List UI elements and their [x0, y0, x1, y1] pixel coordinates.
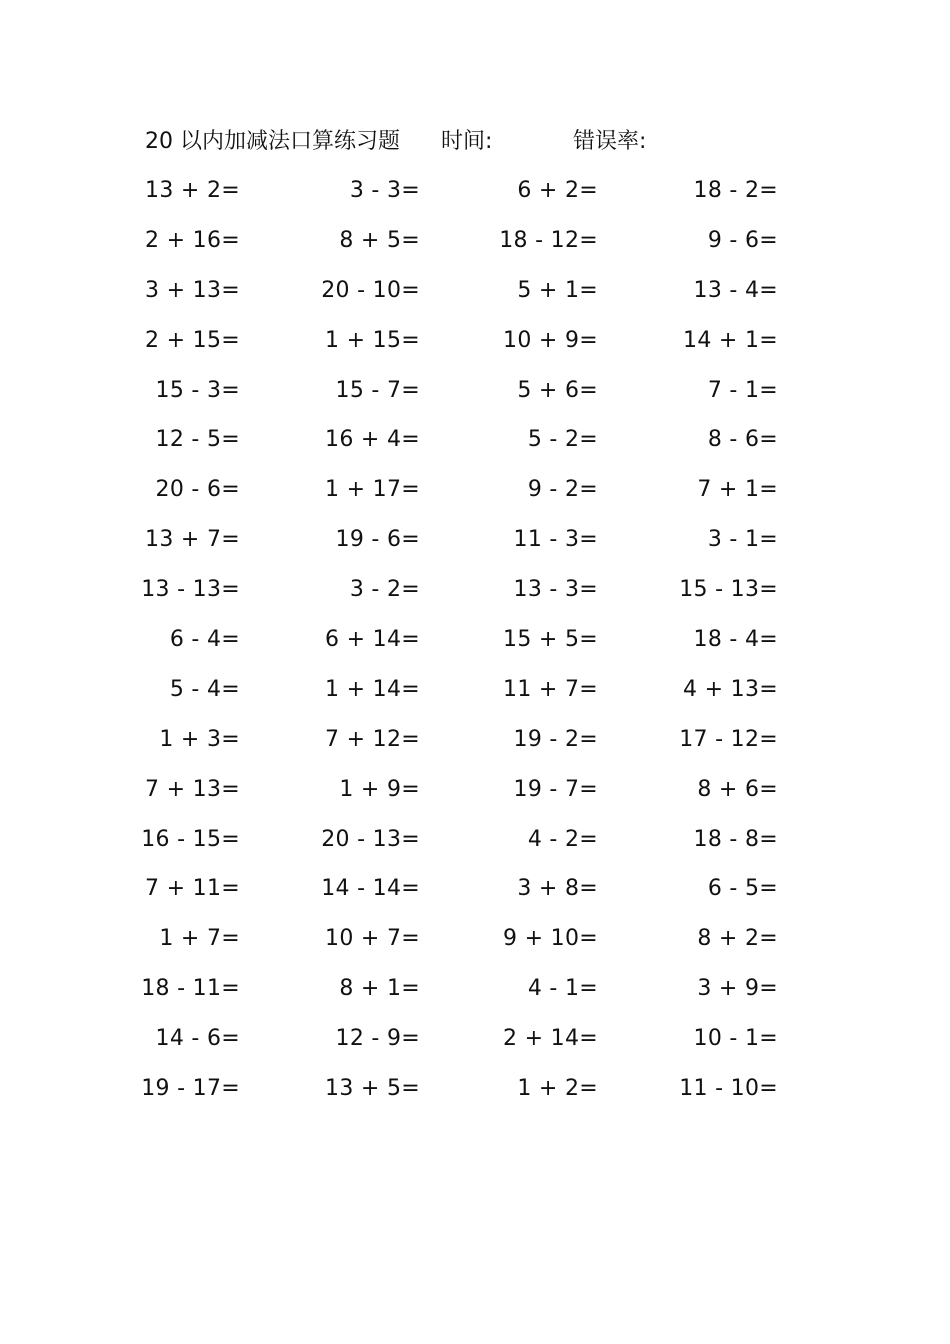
problem-row — [0, 223, 950, 273]
problem-item: 8 + 6= — [697, 776, 778, 802]
problem-item: 2 + 15= — [145, 327, 240, 353]
problem-item: 7 + 12= — [325, 726, 420, 752]
problem-item: 4 - 1= — [527, 976, 598, 1002]
problem-item: 4 - 2= — [527, 826, 598, 852]
problem-row — [0, 672, 950, 722]
problem-row — [0, 921, 950, 971]
problem-item: 18 - 2= — [693, 178, 778, 203]
problem-item: 6 + 14= — [325, 627, 420, 653]
problem-row — [0, 722, 950, 772]
problem-item: 18 - 11= — [141, 976, 240, 1002]
problem-item: 10 + 9= — [503, 327, 598, 353]
problem-row — [0, 323, 950, 373]
problem-item: 13 + 5= — [325, 1076, 420, 1102]
problem-item: 14 + 1= — [683, 327, 778, 353]
problem-item: 8 + 2= — [697, 926, 778, 952]
problem-item: 20 - 10= — [321, 277, 420, 303]
problem-row — [0, 971, 950, 1021]
problem-item: 15 + 5= — [503, 627, 598, 653]
problem-item: 20 - 6= — [155, 477, 240, 503]
problem-item: 3 + 8= — [517, 876, 598, 902]
problem-row — [0, 422, 950, 472]
problem-row — [0, 572, 950, 622]
problem-item: 3 - 2= — [349, 577, 420, 603]
problem-item: 16 + 4= — [325, 427, 420, 453]
problem-row — [0, 622, 950, 672]
problem-item: 3 - 3= — [349, 178, 420, 203]
problem-item: 1 + 17= — [325, 477, 420, 503]
problem-item: 15 - 7= — [335, 377, 420, 403]
problem-item: 3 + 9= — [697, 976, 778, 1002]
problem-item: 1 + 3= — [159, 726, 240, 752]
problem-item: 2 + 14= — [503, 1026, 598, 1052]
problem-item: 17 - 12= — [679, 726, 778, 752]
problem-row — [0, 871, 950, 921]
problem-item: 11 - 10= — [679, 1076, 778, 1102]
problem-row — [0, 373, 950, 423]
problem-item: 13 + 7= — [145, 527, 240, 553]
problem-item: 18 - 4= — [693, 627, 778, 653]
problem-item: 7 + 13= — [145, 776, 240, 802]
problem-item: 6 - 5= — [707, 876, 778, 902]
problem-item: 12 - 9= — [335, 1026, 420, 1052]
problem-item: 6 - 4= — [169, 627, 240, 653]
problem-item: 10 - 1= — [693, 1026, 778, 1052]
worksheet-header — [145, 124, 805, 160]
problem-item: 8 - 6= — [707, 427, 778, 453]
problem-item: 19 - 17= — [141, 1076, 240, 1102]
problem-item: 12 - 5= — [155, 427, 240, 453]
problem-row — [0, 522, 950, 572]
error-rate-label: 错误率: — [573, 129, 647, 154]
problem-item: 5 + 6= — [517, 377, 598, 403]
problem-item: 2 + 16= — [145, 227, 240, 253]
problem-item: 1 + 2= — [517, 1076, 598, 1102]
problem-item: 7 - 1= — [707, 377, 778, 403]
problem-item: 9 - 2= — [527, 477, 598, 503]
problem-item: 19 - 6= — [335, 527, 420, 553]
problem-item: 14 - 6= — [155, 1026, 240, 1052]
problem-item: 5 + 1= — [517, 277, 598, 303]
problem-item: 1 + 7= — [159, 926, 240, 952]
problem-item: 5 - 2= — [527, 427, 598, 453]
problem-item: 19 - 7= — [513, 776, 598, 802]
problem-row — [0, 772, 950, 822]
problem-item: 1 + 15= — [325, 327, 420, 353]
problem-item: 13 - 3= — [513, 577, 598, 603]
problem-item: 13 - 13= — [141, 577, 240, 603]
problem-item: 11 + 7= — [503, 676, 598, 702]
problem-grid — [0, 173, 950, 1121]
problem-item: 15 - 3= — [155, 377, 240, 403]
problem-item: 18 - 12= — [499, 227, 598, 253]
problem-item: 7 + 11= — [145, 876, 240, 902]
problem-item: 7 + 1= — [697, 477, 778, 503]
problem-row — [0, 472, 950, 522]
time-label: 时间: — [441, 129, 493, 154]
problem-item: 16 - 15= — [141, 826, 240, 852]
problem-item: 20 - 13= — [321, 826, 420, 852]
problem-item: 15 - 13= — [679, 577, 778, 603]
problem-row — [0, 273, 950, 323]
problem-item: 18 - 8= — [693, 826, 778, 852]
problem-item: 8 + 1= — [339, 976, 420, 1002]
problem-item: 19 - 2= — [513, 726, 598, 752]
problem-item: 14 - 14= — [321, 876, 420, 902]
problem-item: 1 + 14= — [325, 676, 420, 702]
problem-item: 6 + 2= — [517, 178, 598, 203]
problem-row — [0, 1021, 950, 1071]
problem-item: 10 + 7= — [325, 926, 420, 952]
problem-item: 4 + 13= — [683, 676, 778, 702]
problem-item: 11 - 3= — [513, 527, 598, 553]
problem-item: 5 - 4= — [169, 676, 240, 702]
problem-item: 13 - 4= — [693, 277, 778, 303]
problem-item: 9 + 10= — [503, 926, 598, 952]
problem-item: 3 - 1= — [707, 527, 778, 553]
problem-row — [0, 173, 950, 223]
problem-row — [0, 822, 950, 872]
problem-item: 3 + 13= — [145, 277, 240, 303]
problem-item: 13 + 2= — [145, 178, 240, 203]
problem-item: 9 - 6= — [707, 227, 778, 253]
worksheet-title: 20 以内加减法口算练习题 — [145, 129, 400, 154]
problem-row — [0, 1071, 950, 1121]
problem-item: 8 + 5= — [339, 227, 420, 253]
problem-item: 1 + 9= — [339, 776, 420, 802]
